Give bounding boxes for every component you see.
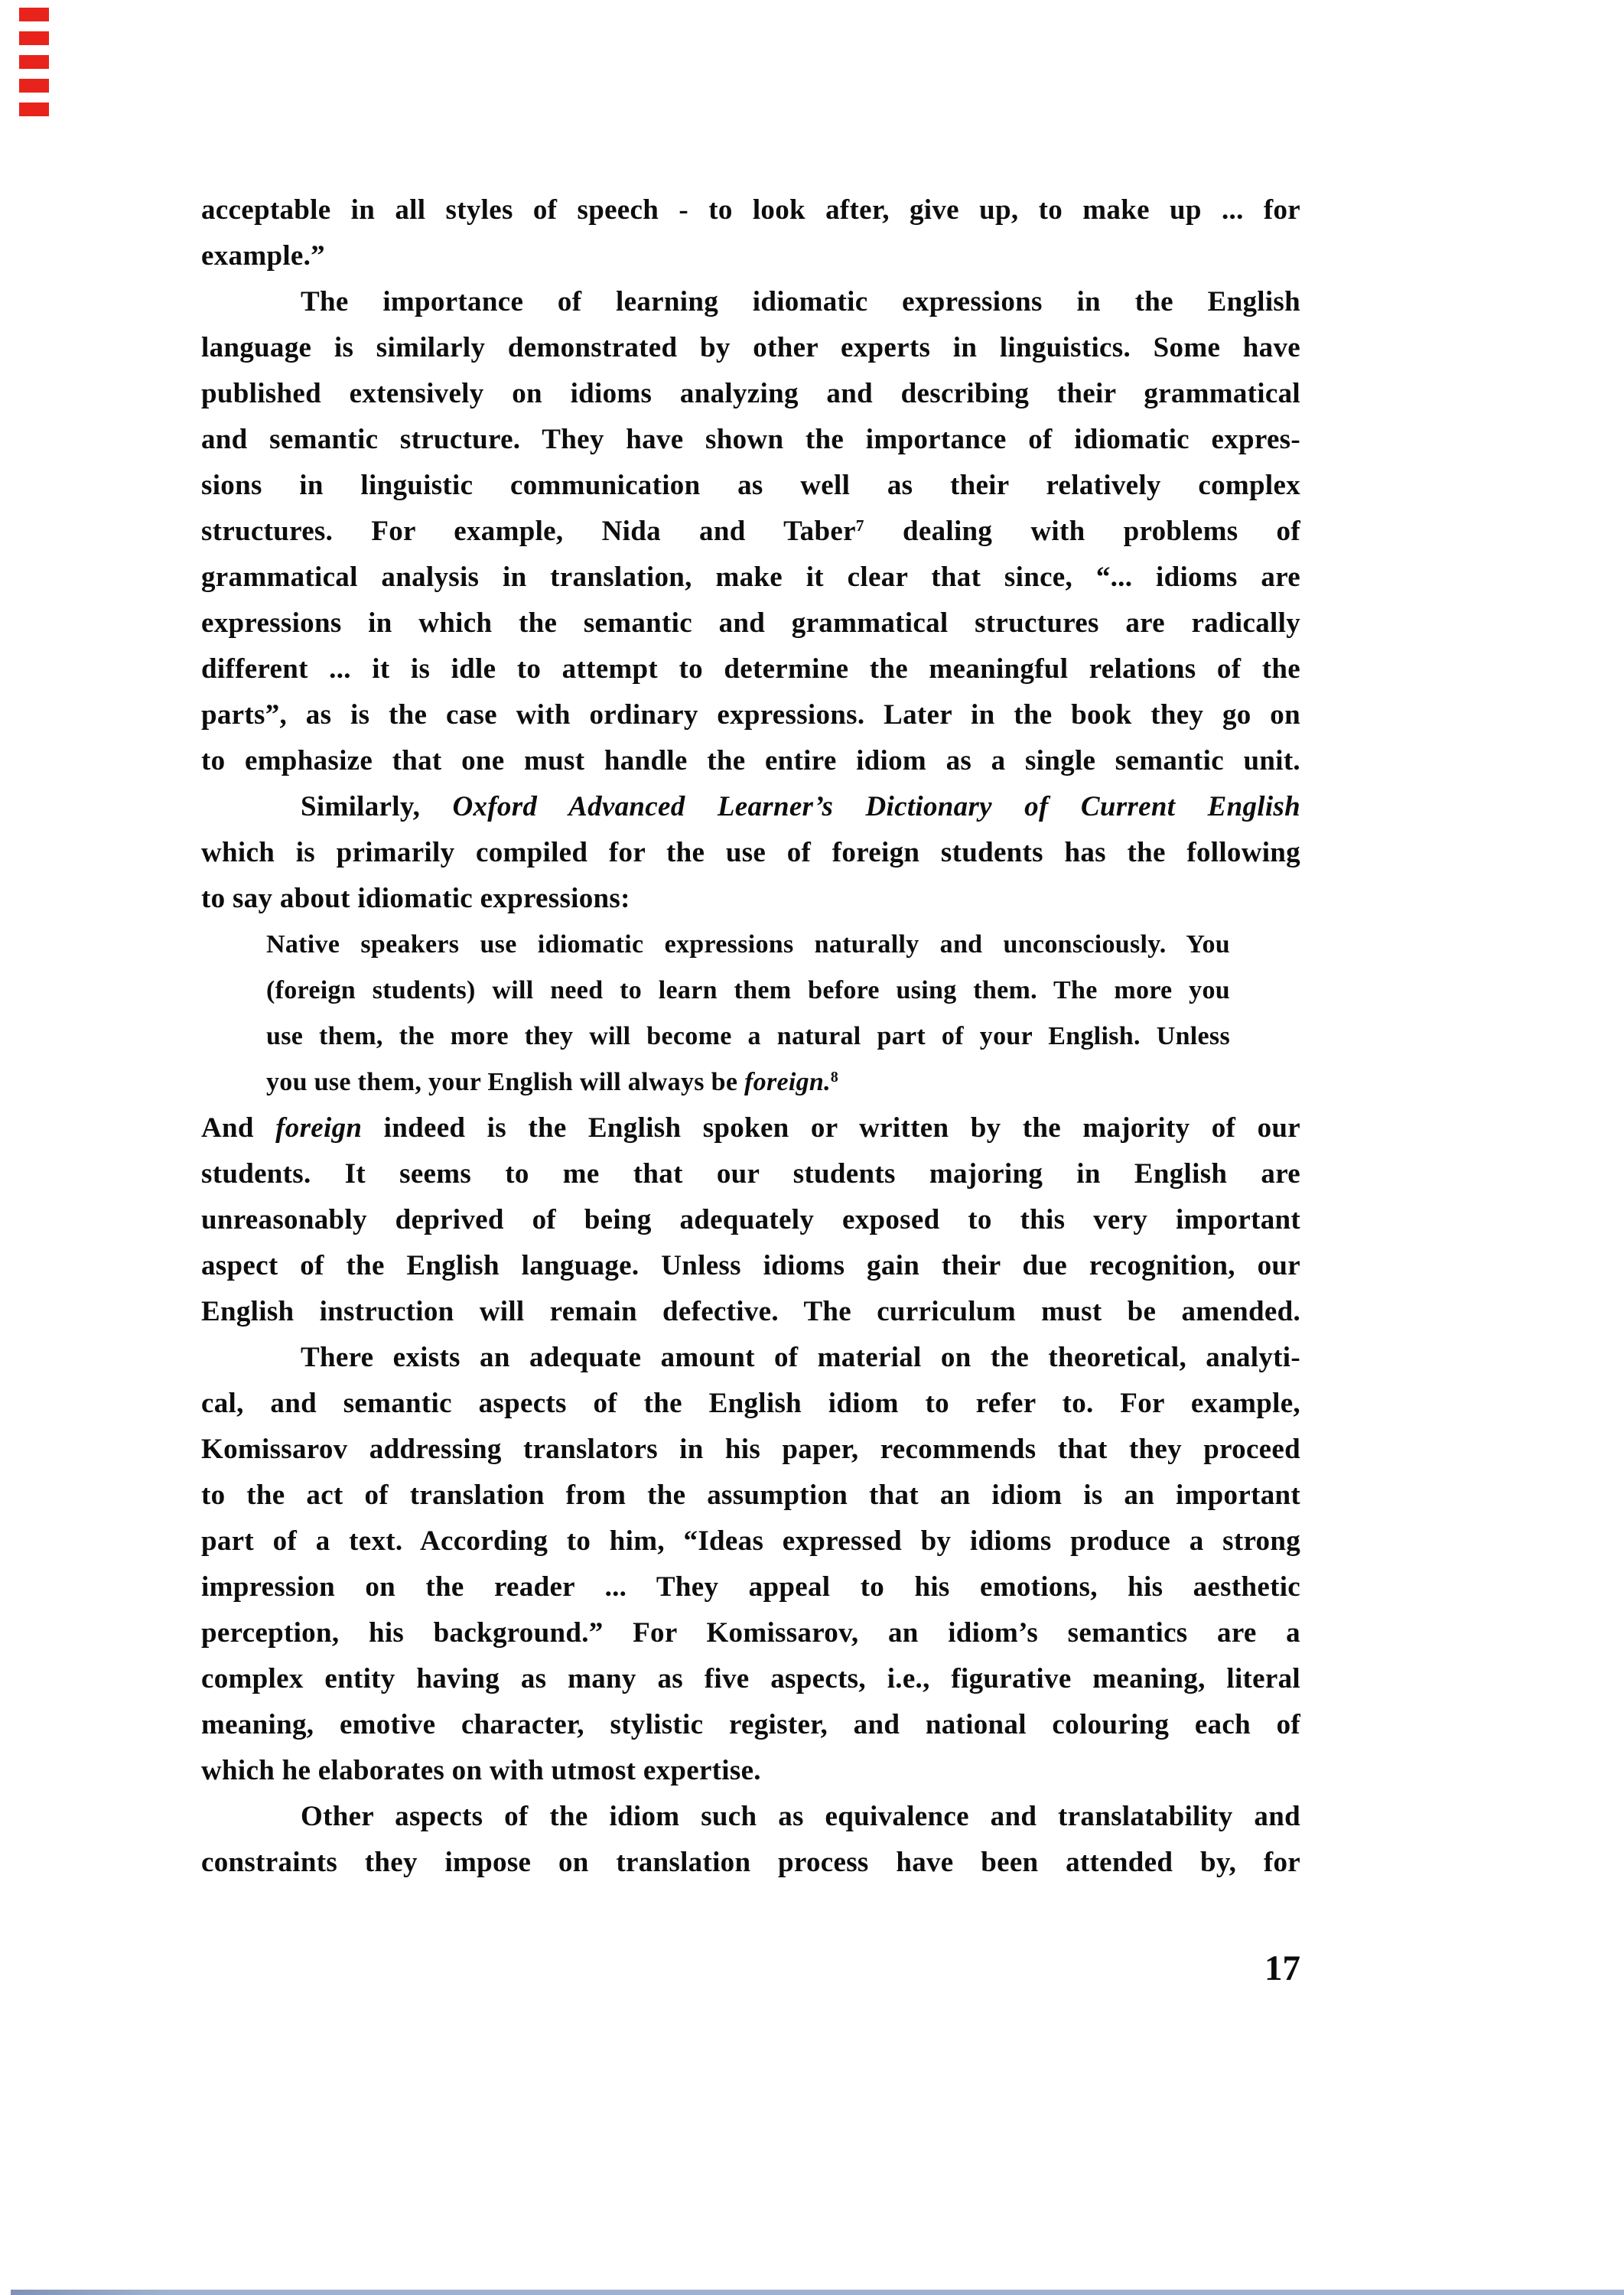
italic-text: foreign — [275, 1112, 363, 1144]
text-line — [201, 738, 1300, 784]
text-line — [201, 1840, 1300, 1886]
text-line — [201, 1381, 1300, 1427]
text-line — [201, 1564, 1300, 1610]
text-lines — [201, 187, 1300, 1886]
text-segment: constraints they impose on translation process have been attended by, for — [201, 1847, 1300, 1878]
text-line — [201, 463, 1300, 509]
text-segment: Other aspects of the idiom such as equivalence and translatability and — [301, 1801, 1300, 1832]
text-segment: students. It seems to me that our students majoring in English are — [201, 1158, 1300, 1190]
quote-line — [266, 1014, 1230, 1060]
text-line — [201, 1519, 1300, 1564]
text-line — [201, 555, 1300, 601]
red-dash-mark — [19, 8, 49, 21]
quote-line — [266, 922, 1230, 968]
footnote-superscript: 7 — [855, 516, 864, 536]
text-line — [201, 1473, 1300, 1519]
italic-text: foreign. — [744, 1068, 831, 1096]
text-segment: part of a text. According to him, “Ideas expressed by idioms produce a strong — [201, 1525, 1300, 1557]
text-segment: and semantic structure. They have shown the importance of idiomatic expres- — [201, 424, 1300, 455]
text-line — [201, 646, 1300, 692]
text-line — [201, 876, 1300, 922]
text-segment: to say about idiomatic expressions: — [201, 883, 630, 914]
text-segment: cal, and semantic aspects of the English idiom to refer to. For example, — [201, 1388, 1300, 1419]
text-line — [201, 692, 1300, 738]
text-segment: parts”, as is the case with ordinary expressions. Later in the book they go on — [201, 699, 1300, 731]
text-line — [201, 233, 1300, 279]
text-segment: example.” — [201, 240, 325, 272]
red-dash-mark — [19, 79, 49, 93]
text-line — [201, 1335, 1300, 1381]
text-line — [201, 1151, 1300, 1197]
text-line — [201, 371, 1300, 417]
text-line — [201, 187, 1300, 233]
text-segment: grammatical analysis in translation, make it clear that since, “... idioms are — [201, 562, 1300, 593]
text-segment: use them, the more they will become a natural part of your English. Unless — [266, 1022, 1230, 1050]
text-line — [201, 1794, 1300, 1840]
quote-line — [266, 968, 1230, 1014]
text-line — [201, 279, 1300, 325]
text-line — [201, 1243, 1300, 1289]
text-segment: English instruction will remain defective. The curriculum must be amended. — [201, 1296, 1300, 1327]
bottom-edge-line — [11, 2290, 1624, 2295]
text-line — [201, 830, 1300, 876]
text-segment: language is similarly demonstrated by other experts in linguistics. Some have — [201, 332, 1300, 363]
text-segment: And — [201, 1112, 276, 1144]
text-line — [201, 1748, 1300, 1794]
text-line — [201, 1702, 1300, 1748]
text-segment: published extensively on idioms analyzing and describing their grammatical — [201, 378, 1300, 409]
red-dash-mark — [19, 55, 49, 69]
text-segment: to the act of translation from the assumption that an idiom is an important — [201, 1480, 1300, 1511]
text-segment: There exists an adequate amount of material on the theoretical, analyti- — [301, 1342, 1300, 1373]
text-segment: complex entity having as many as five aspects, i.e., figurative meaning, literal — [201, 1663, 1300, 1694]
text-line — [201, 1197, 1300, 1243]
text-line — [201, 325, 1300, 371]
text-segment: Similarly, — [301, 791, 453, 822]
text-segment: you use them, your English will always be — [266, 1068, 745, 1096]
red-dash-mark — [19, 103, 49, 116]
text-segment: sions in linguistic communication as well as their relatively complex — [201, 470, 1300, 501]
text-line — [201, 417, 1300, 463]
italic-text: Oxford Advanced Learner’s Dictionary of Current English — [452, 791, 1301, 822]
text-line — [201, 1656, 1300, 1702]
text-line — [201, 1427, 1300, 1473]
text-segment: which is primarily compiled for the use of foreign students has the following — [201, 837, 1300, 868]
text-segment: The importance of learning idiomatic expressions in the English — [301, 286, 1300, 317]
text-line — [201, 1105, 1300, 1151]
text-segment: Native speakers use idiomatic expressions naturally and unconsciously. You — [266, 930, 1230, 959]
text-line — [201, 509, 1300, 555]
text-segment: acceptable in all styles of speech - to look after, give up, to make up ... for — [201, 194, 1300, 226]
text-segment: (foreign students) will need to learn them before using them. The more you — [266, 976, 1230, 1004]
text-segment: unreasonably deprived of being adequately exposed to this very important — [201, 1204, 1300, 1235]
text-segment: aspect of the English language. Unless idioms gain their due recognition, our — [201, 1250, 1300, 1281]
text-segment: structures. For example, Nida and Taber — [201, 516, 856, 547]
footnote-superscript: 8 — [830, 1069, 839, 1086]
text-segment: meaning, emotive character, stylistic register, and national colouring each of — [201, 1709, 1300, 1740]
quote-line — [266, 1060, 1230, 1105]
text-segment: dealing with problems of — [864, 516, 1300, 547]
text-line — [201, 601, 1300, 646]
text-line — [201, 1289, 1300, 1335]
text-segment: indeed is the English spoken or written by the majority of our — [362, 1112, 1300, 1144]
text-segment: perception, his background.” For Komissarov, an idiom’s semantics are a — [201, 1617, 1300, 1649]
text-segment: different ... it is idle to attempt to determine the meaningful relations of the — [201, 653, 1300, 685]
text-segment: which he elaborates on with utmost expertise. — [201, 1755, 761, 1786]
text-line — [201, 784, 1300, 830]
text-segment: Komissarov addressing translators in his paper, recommends that they proceed — [201, 1434, 1300, 1465]
text-line — [201, 1610, 1300, 1656]
scan-registration-marks — [19, 0, 50, 122]
red-dash-mark — [19, 31, 49, 45]
text-segment: impression on the reader ... They appeal to his emotions, his aesthetic — [201, 1571, 1300, 1603]
text-segment: expressions in which the semantic and grammatical structures are radically — [201, 607, 1300, 639]
page-number: 17 — [1264, 1948, 1300, 1988]
text-segment: to emphasize that one must handle the entire idiom as a single semantic unit. — [201, 745, 1300, 776]
